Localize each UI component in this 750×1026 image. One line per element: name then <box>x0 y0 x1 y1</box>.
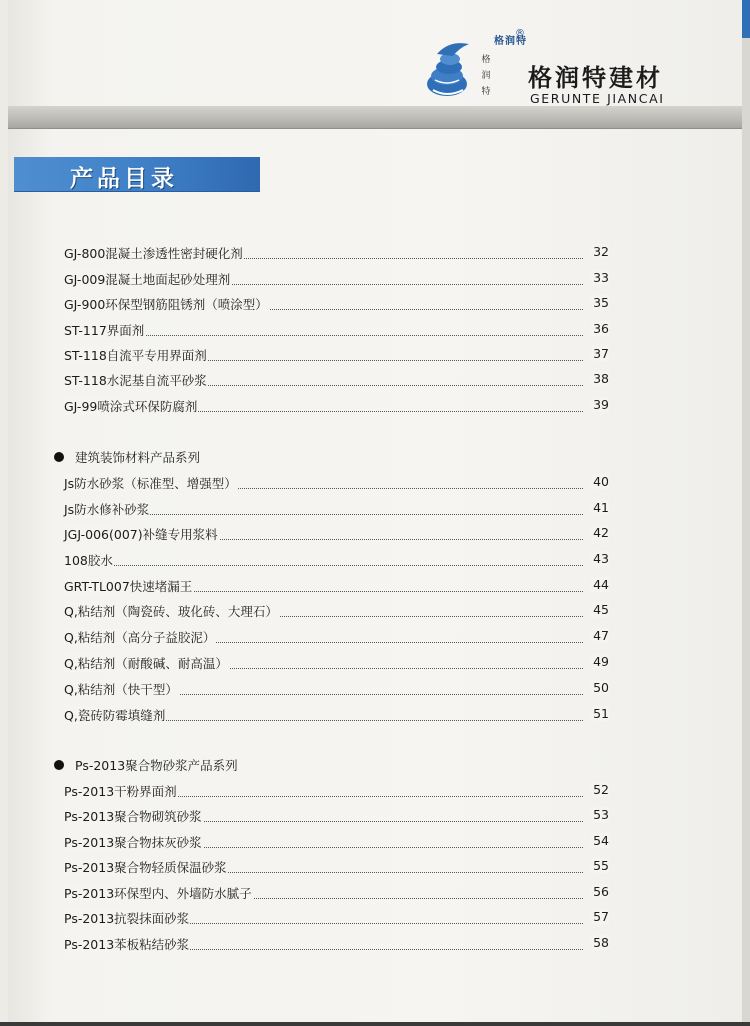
toc-entry-page: 50 <box>593 680 609 695</box>
toc-entry-title: 108胶水 <box>64 553 113 568</box>
group-heading-label: 建筑装饰材料产品系列 <box>75 450 201 465</box>
toc-entry-page: 54 <box>593 833 609 848</box>
toc-entry[interactable] <box>64 371 609 391</box>
header-band <box>8 106 742 129</box>
toc-entry-title: Q,粘结剂（耐酸碱、耐高温） <box>64 656 228 671</box>
toc-entry[interactable] <box>64 935 609 955</box>
toc-entry-title: Q,瓷砖防霉填缝剂 <box>64 708 166 723</box>
toc-entry-page: 38 <box>593 371 609 386</box>
section-title-bar <box>14 157 260 191</box>
toc-entry[interactable] <box>64 654 609 674</box>
toc-entry-title: Js防水砂浆（标准型、增强型） <box>64 476 237 491</box>
toc-entry-title: Ps-2013聚合物砌筑砂浆 <box>64 809 202 824</box>
toc-entry-page: 32 <box>593 244 609 259</box>
toc-entry-title: ST-117界面剂 <box>64 323 145 338</box>
toc-entry-title: Ps-2013聚合物轻质保温砂浆 <box>64 860 227 875</box>
toc-entry-page: 52 <box>593 782 609 797</box>
catalog-page <box>8 0 742 1026</box>
toc-entry-title: Ps-2013聚合物抹灰砂浆 <box>64 835 202 850</box>
toc-entry[interactable] <box>64 706 609 726</box>
toc-entry-title: Ps-2013苯板粘结砂浆 <box>64 937 190 952</box>
toc-entry[interactable] <box>64 500 609 520</box>
toc-entry-page: 55 <box>593 858 609 873</box>
toc-entry-title: Ps-2013干粉界面剂 <box>64 784 177 799</box>
toc-entry-page: 39 <box>593 397 609 412</box>
toc-entry[interactable] <box>64 346 609 366</box>
brand-name-en: GERUNTE JIANCAI <box>530 91 665 106</box>
toc-entry-page: 51 <box>593 706 609 721</box>
toc-entry-page: 53 <box>593 807 609 822</box>
toc-entry-title: Q,粘结剂（高分子益胶泥） <box>64 630 216 645</box>
bullet-icon <box>54 760 64 770</box>
toc-entry[interactable] <box>64 321 609 341</box>
toc-entry[interactable] <box>64 474 609 494</box>
toc-entry-title: GJ-800混凝土渗透性密封硬化剂 <box>64 246 243 261</box>
toc-entry-page: 47 <box>593 628 609 643</box>
toc-entry[interactable] <box>64 884 609 904</box>
toc-entry-page: 40 <box>593 474 609 489</box>
toc-entry-title: GJ-900环保型钢筋阻锈剂（喷涂型） <box>64 297 268 312</box>
toc-entry-page: 58 <box>593 935 609 950</box>
brand-name-cn: 格润特建材 <box>528 64 663 92</box>
toc-entry-page: 57 <box>593 909 609 924</box>
toc-entry[interactable] <box>64 244 609 264</box>
toc-entry[interactable] <box>64 270 609 290</box>
toc-entry-page: 43 <box>593 551 609 566</box>
logo-vertical-text: 格 润 特 <box>481 55 491 97</box>
page-bottom-edge <box>0 1022 750 1026</box>
toc-entry[interactable] <box>64 295 609 315</box>
toc-entry[interactable] <box>64 833 609 853</box>
toc-entry-title: GRT-TL007快速堵漏王 <box>64 579 193 594</box>
toc-entry[interactable] <box>64 602 609 622</box>
toc-entry-title: Ps-2013环保型内、外墙防水腻子 <box>64 886 252 901</box>
toc-entry-title: JGJ-006(007)补缝专用浆料 <box>64 527 218 542</box>
toc-entry-title: GJ-99喷涂式环保防腐剂 <box>64 399 198 414</box>
toc-entry-title: ST-118自流平专用界面剂 <box>64 348 207 363</box>
edge-tab-marker <box>742 0 750 38</box>
toc-entry-page: 33 <box>593 270 609 285</box>
toc-entry[interactable] <box>64 858 609 878</box>
logo-script-text: 格润特 <box>494 36 527 47</box>
toc-entry[interactable] <box>64 577 609 597</box>
bullet-icon <box>54 452 64 462</box>
toc-entry-page: 36 <box>593 321 609 336</box>
toc-entry[interactable] <box>64 525 609 545</box>
page-right-edge <box>742 0 750 1026</box>
toc-entry[interactable] <box>64 807 609 827</box>
toc-entry[interactable] <box>64 397 609 417</box>
toc-entry-page: 44 <box>593 577 609 592</box>
toc-entry-page: 37 <box>593 346 609 361</box>
toc-entry-title: Q,粘结剂（快干型） <box>64 682 178 697</box>
toc-entry[interactable] <box>64 680 609 700</box>
group-heading-label: Ps-2013聚合物砂浆产品系列 <box>75 758 238 773</box>
section-title: 产品目录 <box>70 166 178 192</box>
toc-entry-page: 35 <box>593 295 609 310</box>
toc-entry-title: ST-118水泥基自流平砂浆 <box>64 373 207 388</box>
toc-entry[interactable] <box>64 551 609 571</box>
toc-entry-page: 41 <box>593 500 609 515</box>
toc-entry-title: Ps-2013抗裂抹面砂浆 <box>64 911 190 926</box>
toc-entry-page: 42 <box>593 525 609 540</box>
toc-entry[interactable] <box>64 909 609 929</box>
dot-leader <box>64 565 583 566</box>
toc-entry-page: 56 <box>593 884 609 899</box>
toc-entry-title: Q,粘结剂（陶瓷砖、玻化砖、大理石） <box>64 604 278 619</box>
toc-entry-page: 45 <box>593 602 609 617</box>
registered-mark: ® <box>515 28 525 39</box>
toc-entry[interactable] <box>64 628 609 648</box>
toc-entry-title: Js防水修补砂浆 <box>64 502 150 517</box>
toc-entry[interactable] <box>64 782 609 802</box>
toc-entry-page: 49 <box>593 654 609 669</box>
toc-entry-title: GJ-009混凝土地面起砂处理剂 <box>64 272 231 287</box>
